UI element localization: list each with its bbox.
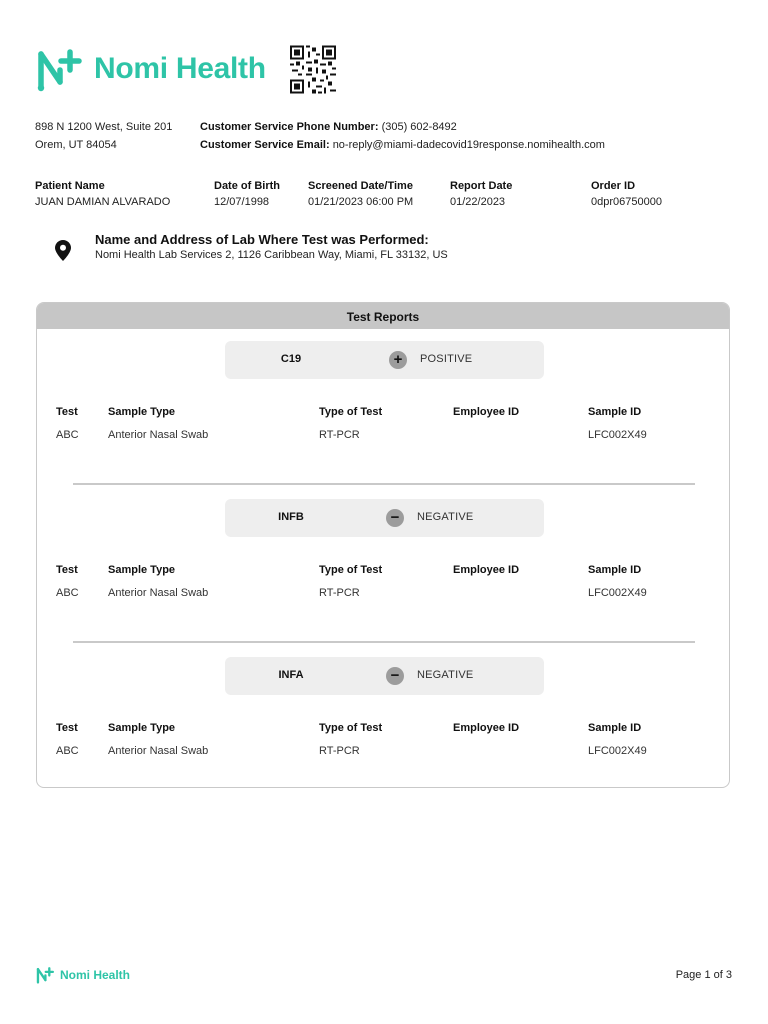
col-type-of-test-label: Type of Test (319, 722, 383, 734)
patient-name-label: Patient Name (35, 180, 105, 192)
screened-label: Screened Date/Time (308, 180, 413, 192)
screened-value: 01/21/2023 06:00 PM (308, 196, 414, 208)
test-value: ABC (56, 587, 79, 599)
col-sample-id-label: Sample ID (588, 564, 642, 576)
col-test-label: Test (56, 564, 78, 576)
qr-code-icon (290, 45, 336, 99)
col-employee-id-label: Employee ID (453, 722, 520, 734)
company-address (35, 118, 172, 154)
sample-id-value: LFC002X49 (588, 587, 647, 599)
section-divider (73, 641, 695, 643)
sample-id-value: LFC002X49 (588, 429, 647, 441)
dob-label: Date of Birth (214, 180, 280, 192)
type-of-test-value: RT-PCR (319, 745, 360, 757)
email-value: no-reply@miami-dadecovid19response.nomihealth.com (332, 139, 605, 151)
sample-type-value: Anterior Nasal Swab (108, 745, 209, 757)
footer-brand-name: Nomi Health (60, 968, 131, 982)
result-pill (225, 499, 544, 537)
col-test-label: Test (56, 722, 78, 734)
report-date-value: 01/22/2023 (450, 196, 506, 208)
section-divider (73, 483, 695, 485)
type-of-test-value: RT-PCR (319, 429, 360, 441)
test-value: ABC (56, 429, 79, 441)
test-value: ABC (56, 745, 79, 757)
lab-title: Name and Address of Lab Where Test was Performed: (95, 232, 429, 247)
test-name: INFB (278, 511, 304, 523)
sample-type-value: Anterior Nasal Swab (108, 587, 209, 599)
test-reports-title: Test Reports (37, 303, 729, 329)
report-date-label: Report Date (450, 180, 513, 192)
report-date-field (450, 178, 512, 210)
email-label: Customer Service Email: (200, 139, 330, 151)
customer-service-contact (200, 118, 605, 154)
order-id-value: 0dpr06750000 (591, 196, 662, 208)
result-text: POSITIVE (420, 353, 473, 365)
result-pill (225, 341, 544, 379)
sample-id-value: LFC002X49 (588, 745, 647, 757)
patient-name-field (35, 178, 170, 210)
negative-minus-icon: − (386, 509, 404, 527)
address-line-1: 898 N 1200 West, Suite 201 (35, 121, 173, 133)
test-name: C19 (280, 353, 302, 365)
sample-type-value: Anterior Nasal Swab (108, 429, 209, 441)
location-pin-icon (55, 240, 71, 266)
address-line-2: Orem, UT 84054 (35, 139, 117, 151)
result-text: NEGATIVE (417, 669, 474, 681)
col-sample-type-label: Sample Type (108, 722, 176, 734)
result-pill (225, 657, 544, 695)
order-id-field (591, 178, 662, 210)
n-plus-logo-icon (36, 46, 82, 92)
type-of-test-value: RT-PCR (319, 587, 360, 599)
patient-name-value: JUAN DAMIAN ALVARADO (35, 196, 171, 208)
n-plus-logo-icon (36, 966, 54, 984)
positive-plus-icon: + (389, 351, 407, 369)
lab-address: Nomi Health Lab Services 2, 1126 Caribbean Way, Miami, FL 33132, US (95, 249, 448, 261)
col-employee-id-label: Employee ID (453, 564, 520, 576)
col-employee-id-label: Employee ID (453, 406, 520, 418)
col-sample-type-label: Sample Type (108, 406, 176, 418)
col-type-of-test-label: Type of Test (319, 564, 383, 576)
phone-value: (305) 602-8492 (381, 121, 457, 133)
order-id-label: Order ID (591, 180, 636, 192)
test-name: INFA (278, 669, 304, 681)
test-reports-panel (36, 302, 730, 788)
col-sample-type-label: Sample Type (108, 564, 176, 576)
col-sample-id-label: Sample ID (588, 722, 642, 734)
brand-header (36, 46, 266, 92)
screened-field (308, 178, 413, 210)
col-sample-id-label: Sample ID (588, 406, 642, 418)
brand-name: Nomi Health (94, 52, 266, 85)
footer-brand (36, 966, 130, 984)
page-number: Page 1 of 3 (675, 969, 732, 981)
col-test-label: Test (56, 406, 78, 418)
negative-minus-icon: − (386, 667, 404, 685)
dob-value: 12/07/1998 (214, 196, 270, 208)
dob-field (214, 178, 280, 210)
result-text: NEGATIVE (417, 511, 474, 523)
phone-label: Customer Service Phone Number: (200, 121, 379, 133)
col-type-of-test-label: Type of Test (319, 406, 383, 418)
